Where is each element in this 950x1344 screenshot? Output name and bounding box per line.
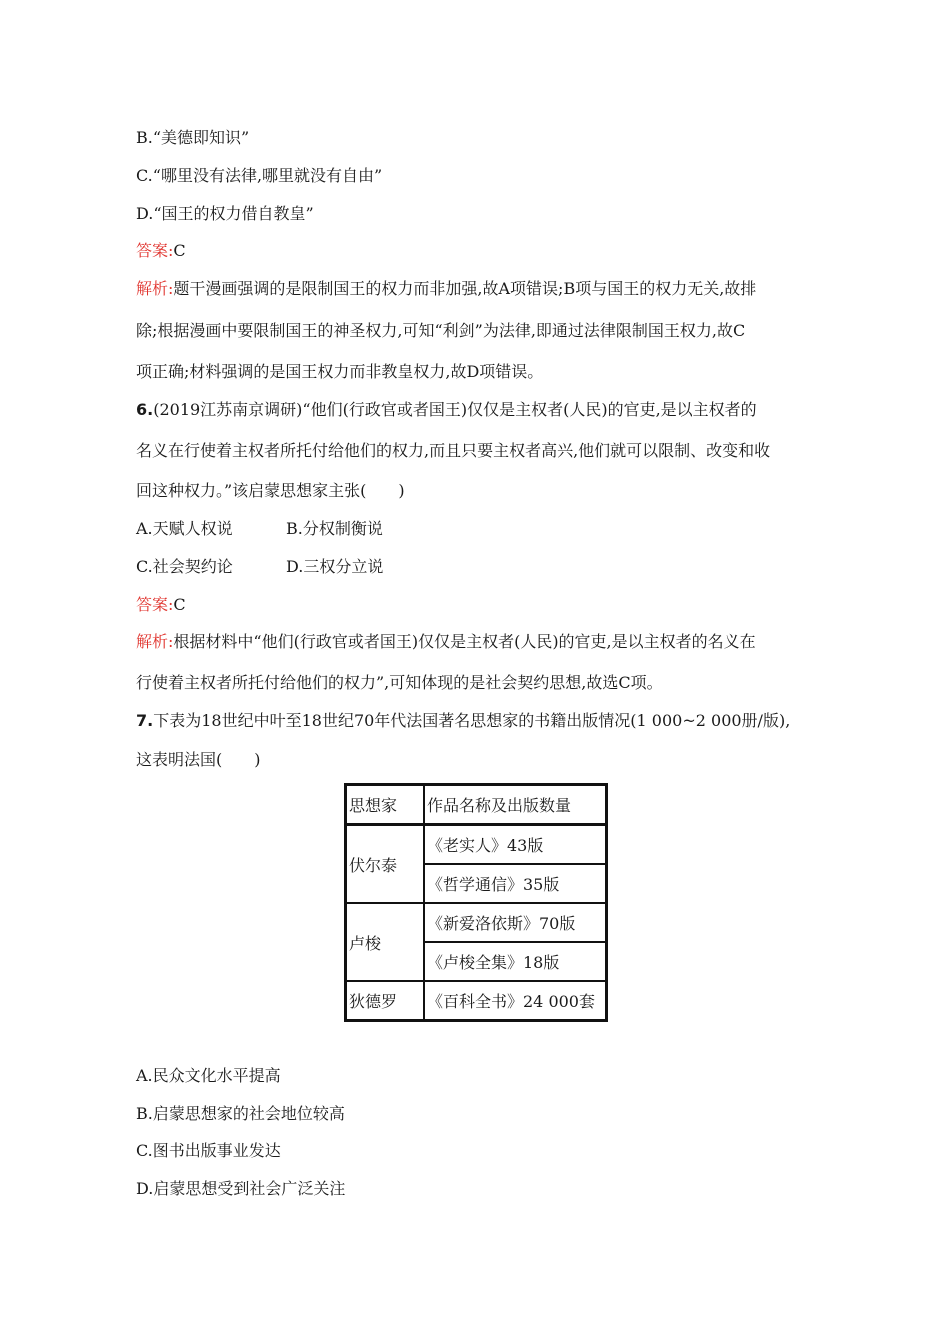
thinker-cell: 狄德罗	[346, 981, 425, 1021]
analysis-text: 根据材料中“他们(行政官或者国王)仅仅是主权者(人民)的官吏,是以主权者的名义在	[173, 632, 756, 651]
header-thinker: 思想家	[346, 785, 425, 825]
q6-analysis-line-1	[136, 631, 756, 653]
analysis-text: 题干漫画强调的是限制国王的权力而非加强,故A项错误;B项与国王的权力无关,故排	[173, 279, 757, 298]
q6-analysis-line-2: 行使着主权者所托付给他们的权力”,可知体现的是社会契约思想,故选C项。	[136, 673, 663, 692]
q5-option-d: D.“国王的权力借自教皇”	[136, 204, 314, 223]
q5-analysis-line-1	[136, 278, 756, 300]
thinker-cell: 卢梭	[346, 903, 425, 981]
question-number: 7.	[136, 711, 154, 730]
table-header-row	[346, 785, 607, 825]
work-cell: 《新爱洛依斯》70版	[424, 903, 607, 942]
answer-label: 答案:	[136, 241, 174, 260]
q5-analysis-line-2: 除;根据漫画中要限制国王的神圣权力,可知“利剑”为法律,即通过法律限制国王权力,故C	[136, 321, 746, 340]
answer-label: 答案:	[136, 595, 174, 614]
q6-options-row-1	[136, 518, 383, 540]
q5-answer	[136, 240, 186, 262]
q7-option-d: D.启蒙思想受到社会广泛关注	[136, 1179, 346, 1198]
q7-option-b: B.启蒙思想家的社会地位较高	[136, 1104, 345, 1123]
q6-option-b: B.分权制衡说	[286, 519, 383, 538]
q6-option-c: C.社会契约论	[136, 557, 233, 576]
table-row	[346, 903, 607, 942]
analysis-label: 解析:	[136, 279, 174, 298]
work-cell: 《百科全书》24 000套	[424, 981, 607, 1021]
q6-option-d: D.三权分立说	[286, 557, 384, 576]
q6-option-a: A.天赋人权说	[136, 519, 233, 538]
q6-stem-line-3: 回这种权力。”该启蒙思想家主张( )	[136, 481, 405, 500]
table-row	[346, 981, 607, 1021]
analysis-label: 解析:	[136, 632, 174, 651]
q7-stem-line-2: 这表明法国( )	[136, 750, 261, 769]
answer-value: C	[173, 241, 186, 260]
q7-option-c: C.图书出版事业发达	[136, 1141, 281, 1160]
q6-options-row-2	[136, 556, 384, 578]
stem-text: (2019江苏南京调研)“他们(行政官或者国王)仅仅是主权者(人民)的官吏,是以主权者的	[153, 400, 757, 419]
q6-answer	[136, 594, 186, 616]
question-number: 6.	[136, 400, 154, 419]
thinker-cell: 伏尔泰	[346, 825, 425, 904]
work-cell: 《卢梭全集》18版	[424, 942, 607, 981]
q5-analysis-line-3: 项正确;材料强调的是国王权力而非教皇权力,故D项错误。	[136, 362, 544, 381]
table-row	[346, 825, 607, 865]
publication-table	[344, 783, 608, 1022]
work-cell: 《哲学通信》35版	[424, 864, 607, 903]
work-cell: 《老实人》43版	[424, 825, 607, 865]
stem-text: 下表为18世纪中叶至18世纪70年代法国著名思想家的书籍出版情况(1 000~2 000册/版),	[153, 711, 791, 730]
q6-stem-line-2: 名义在行使着主权者所托付给他们的权力,而且只要主权者高兴,他们就可以限制、改变和收	[136, 441, 771, 460]
q6-stem-line-1	[136, 399, 757, 421]
header-works: 作品名称及出版数量	[424, 785, 607, 825]
q5-option-b: B.“美德即知识”	[136, 128, 250, 147]
q7-stem-line-1	[136, 710, 790, 732]
q7-option-a: A.民众文化水平提高	[136, 1066, 281, 1085]
answer-value: C	[173, 595, 186, 614]
q5-option-c: C.“哪里没有法律,哪里就没有自由”	[136, 166, 383, 185]
